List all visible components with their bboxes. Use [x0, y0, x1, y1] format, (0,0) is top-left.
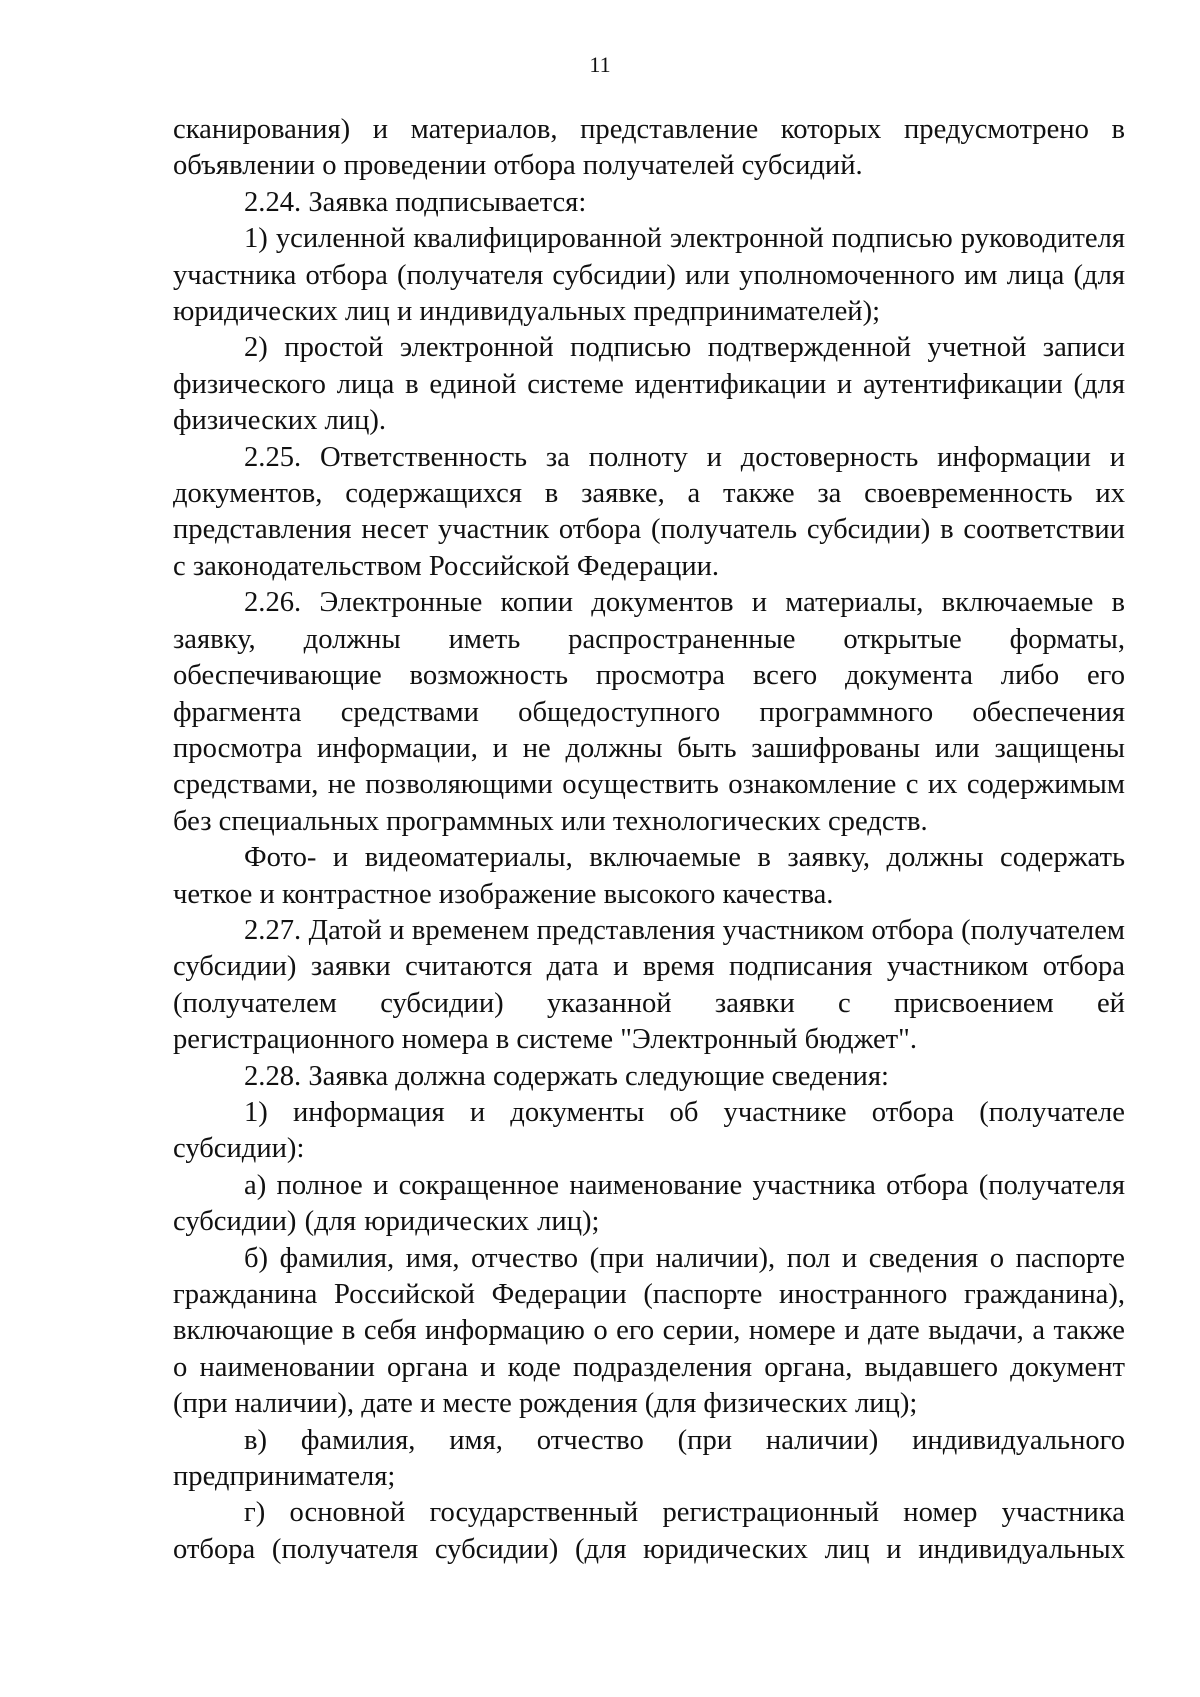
- paragraph-item-v: в) фамилия, имя, отчество (при наличии) индивидуального предпринимателя;: [173, 1424, 1125, 1493]
- paragraph-2-26: 2.26. Электронные копии документов и материалы, включаемые в заявку, должны иметь распространенные открытые форматы, обеспечивающие возможность просмотра всего документа либо его фрагмента средствами общедоступного программного обеспечения просмотра информации, и не должны быть зашифрованы или защищены средствами, не позволяющими осуществить ознакомление с их содержимым без специальных программных или технологических средств.: [173, 587, 1125, 837]
- paragraph-item-a: а) полное и сокращенное наименование участника отбора (получателя субсидии) (для юридических лиц);: [173, 1169, 1125, 1238]
- paragraph-2-28-item-1: 1) информация и документы об участнике отбора (получателе субсидии):: [173, 1096, 1125, 1165]
- paragraph-item-g: г) основной государственный регистрационный номер участника отбора (получателя субсидии) (для юридических лиц и индивидуальных: [173, 1497, 1125, 1565]
- paragraph-photo-video: Фото- и видеоматериалы, включаемые в заявку, должны содержать четкое и контрастное изображение высокого качества.: [173, 842, 1125, 910]
- paragraph-2-24: 2.24. Заявка подписывается:: [244, 186, 587, 218]
- paragraph-2-25: 2.25. Ответственность за полноту и достоверность информации и документов, содержащихся в заявке, а также за своевременность их представления несет участник отбора (получатель субсидии) в соответствии с законодательством Российской Федерации.: [173, 441, 1125, 582]
- paragraph-2-28: 2.28. Заявка должна содержать следующие сведения:: [244, 1060, 889, 1092]
- paragraph-2-24-item-2: 2) простой электронной подписью подтвержденной учетной записи физического лица в единой системе идентификации и аутентификации (для физических лиц).: [173, 332, 1125, 437]
- page-number: 11: [589, 52, 611, 77]
- paragraph-2-27: 2.27. Датой и временем представления участником отбора (получателем субсидии) заявки считаются дата и время подписания участником отбора (получателем субсидии) указанной заявки с присвоением ей регистрационного номера в системе "Электронный бюджет".: [173, 914, 1125, 1056]
- paragraph-item-b: б) фамилия, имя, отчество (при наличии), пол и сведения о паспорте гражданина Российской Федерации (паспорте иностранного гражданина), включающие в себя информацию о его серии, номере и дате выдачи, а также о наименовании органа и коде подразделения органа, выдавшего документ (при наличии), дате и месте рождения (для физических лиц);: [173, 1242, 1125, 1420]
- document-body: [173, 112, 1125, 1568]
- paragraph-continuation: сканирования) и материалов, представление которых предусмотрено в объявлении о проведении отбора получателей субсидий.: [173, 114, 1125, 182]
- paragraph-2-24-item-1: 1) усиленной квалифицированной электронной подписью руководителя участника отбора (получателя субсидии) или уполномоченного им лица (для юридических лиц и индивидуальных предпринимателей);: [173, 223, 1125, 328]
